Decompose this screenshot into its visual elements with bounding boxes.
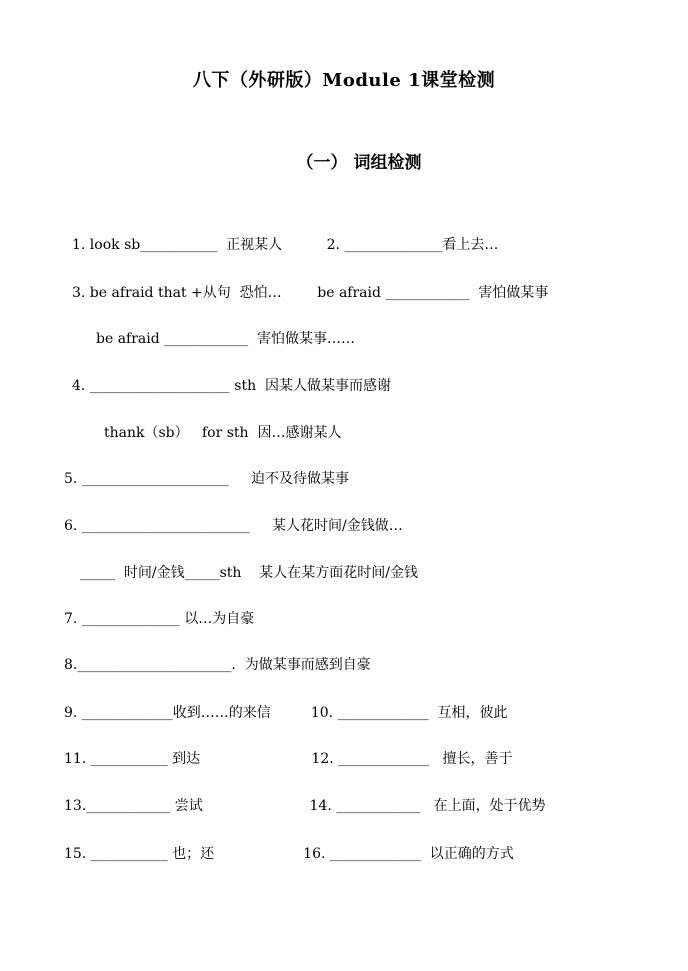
exercise-line-6b: _____ 时间/金钱_____sth 某人在某方面花时间/金钱 [80,565,418,581]
exercise-line-5: 5. _____________________ 迫不及待做某事 [64,471,350,487]
section-title: （一） 词组检测 [296,153,422,173]
exercise-line-4: 4. ____________________ sth 因某人做某事而感谢 [72,378,391,394]
exercise-line-15-16: 15. ___________ 也；还 16. _____________ 以正确的方式 [64,846,514,862]
exercise-line-3: 3. be afraid that +从句 恐怕… be afraid ____________ 害怕做某事 [72,285,549,301]
exercise-line-13-14: 13.____________ 尝试 14. ____________ 在上面，处于优势 [64,798,546,814]
page-title: 八下（外研版）Module 1课堂检测 [192,70,496,91]
exercise-line-8: 8.______________________. 为做某事而感到自豪 [64,657,371,673]
exercise-line-7: 7. ______________ 以…为自豪 [64,611,255,627]
exercise-line-9-10: 9. _____________收到……的来信 10. _____________ 互相，彼此 [64,705,508,721]
exercise-line-3b: be afraid ____________ 害怕做某事…… [96,331,356,347]
exercise-line-1: 1. look sb___________ 正视某人 2. ______________看上去… [72,237,499,253]
exercise-line-4b: thank（sb） for sth 因…感谢某人 [104,425,342,441]
exercise-line-11-12: 11. ___________ 到达 12. _____________ 擅长，善于 [64,751,513,767]
exercise-line-6: 6. ________________________ 某人花时间/金钱做… [64,518,403,534]
